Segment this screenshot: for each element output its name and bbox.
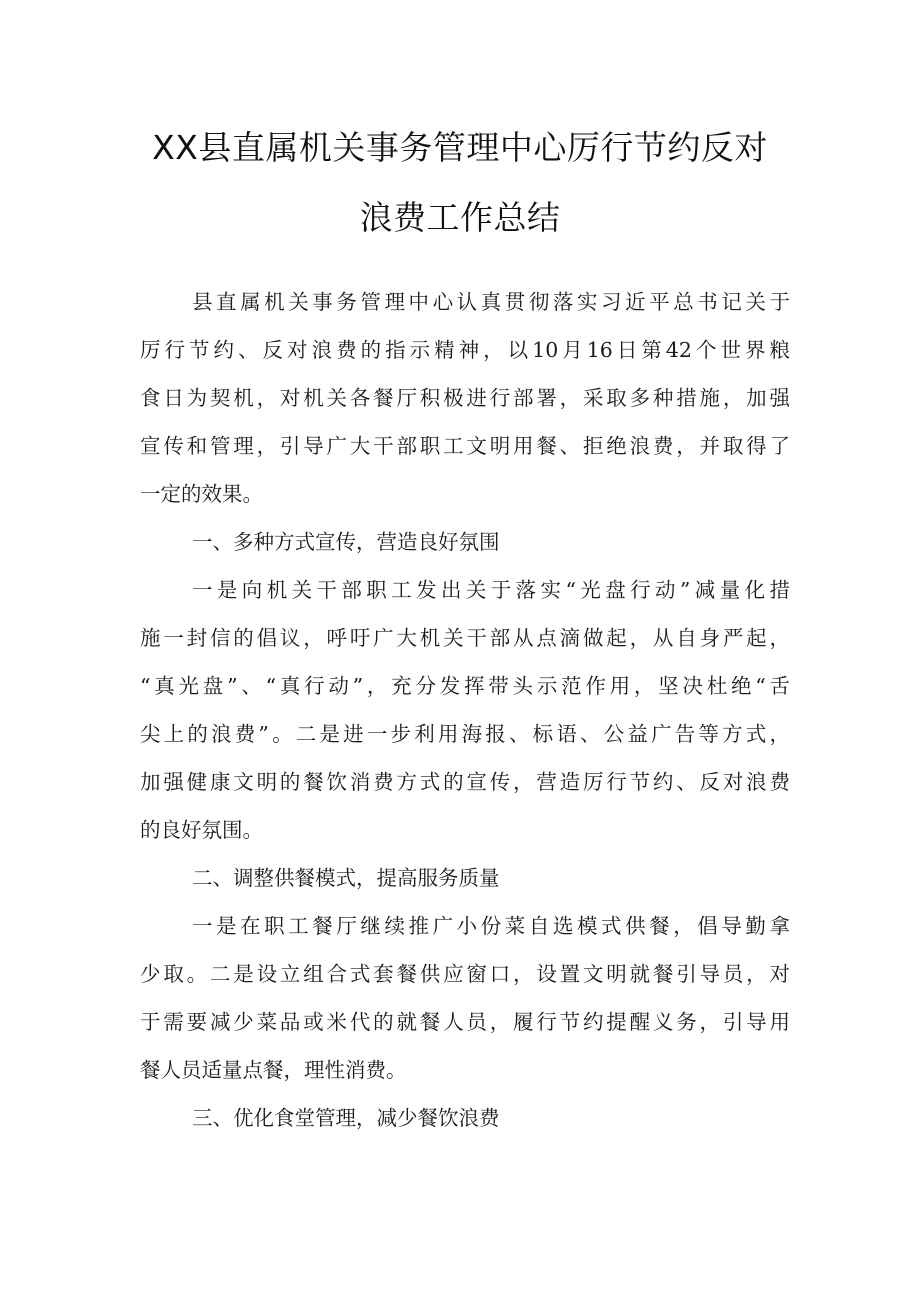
paragraph-3-line: 餐人员适量点餐，理性消费。: [140, 1058, 407, 1082]
document-title-line-2: 浪费工作总结: [359, 198, 561, 237]
paragraph-3-line: 于需要减少菜品或米代的就餐人员，履行节约提醒义务，引导用: [140, 1010, 790, 1034]
paragraph-3-line: 少取。二是设立组合式套餐供应窗口，设置文明就餐引导员，对: [140, 962, 790, 986]
section-heading-1: 一、多种方式宣传，营造良好氛围: [192, 530, 500, 554]
paragraph-2-line: 一是向机关干部职工发出关于落实“光盘行动”减量化措: [192, 578, 790, 602]
section-heading-2: 二、调整供餐模式，提高服务质量: [192, 866, 500, 890]
paragraph-1-line: 县直属机关事务管理中心认真贯彻落实习近平总书记关于: [192, 290, 790, 314]
paragraph-1-line: 宣传和管理，引导广大干部职工文明用餐、拒绝浪费，并取得了: [140, 434, 790, 458]
paragraph-2-line: 尖上的浪费”。二是进一步利用海报、标语、公益广告等方式，: [140, 722, 790, 746]
paragraph-2-line: 施一封信的倡议，呼吁广大机关干部从点滴做起，从自身严起，: [140, 626, 790, 650]
paragraph-2-line: 的良好氛围。: [140, 818, 263, 842]
paragraph-3-line: 一是在职工餐厅继续推广小份菜自选模式供餐，倡导勤拿: [192, 914, 790, 938]
paragraph-2-line: “真光盘”、“真行动”，充分发挥带头示范作用，坚决杜绝“舌: [140, 674, 790, 698]
paragraph-1-line: 食日为契机，对机关各餐厅积极进行部署，采取多种措施，加强: [140, 386, 790, 410]
paragraph-1-line: 一定的效果。: [140, 482, 263, 506]
paragraph-2-line: 加强健康文明的餐饮消费方式的宣传，营造厉行节约、反对浪费: [140, 770, 790, 794]
document-title-line-1: XX县直属机关事务管理中心厉行节约反对: [152, 128, 768, 167]
paragraph-1-line: 厉行节约、反对浪费的指示精神，以10月16日第42个世界粮: [140, 338, 790, 362]
section-heading-3: 三、优化食堂管理，减少餐饮浪费: [192, 1106, 500, 1130]
